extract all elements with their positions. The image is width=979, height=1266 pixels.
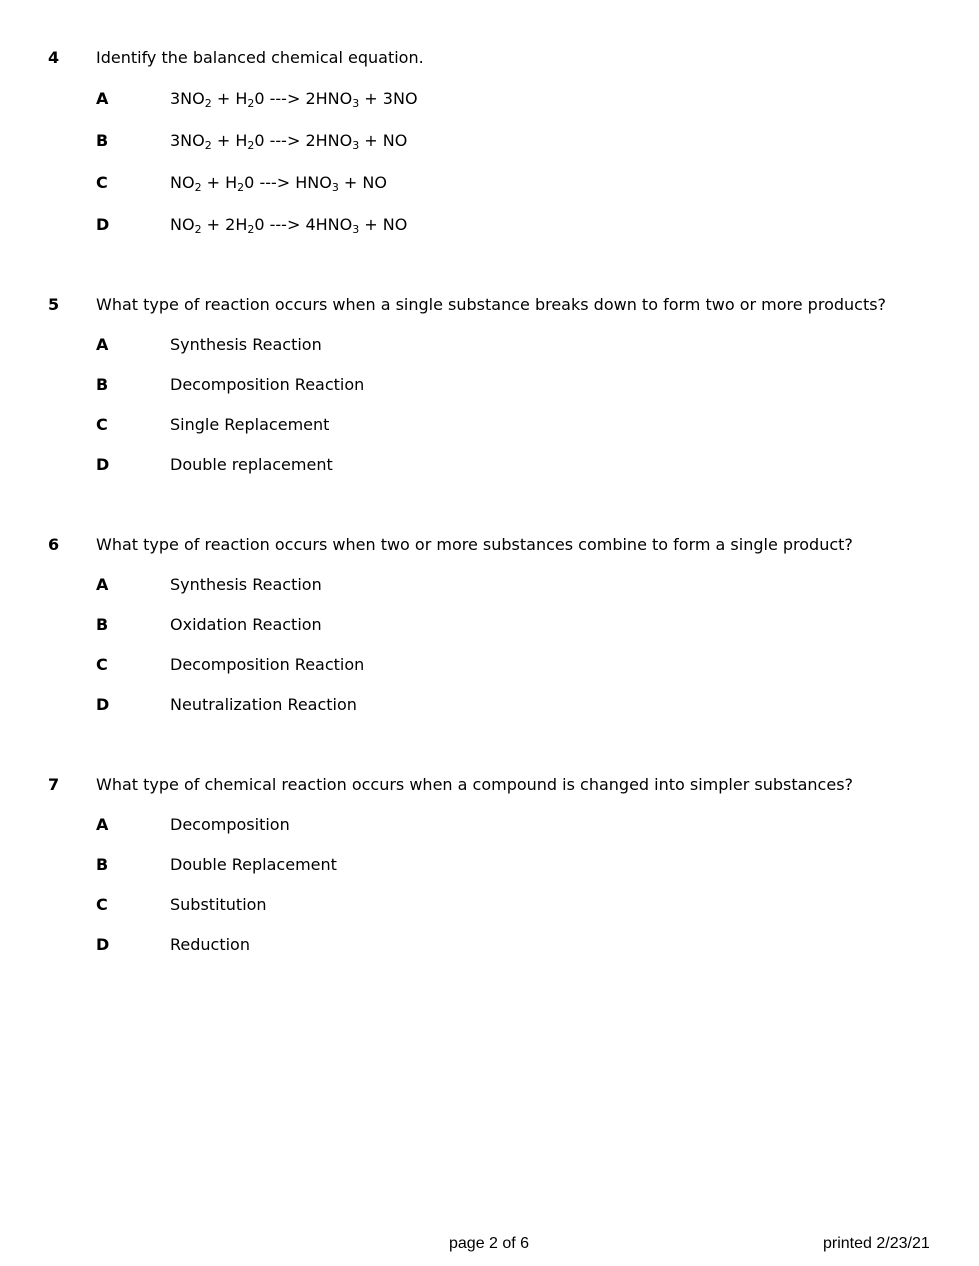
equation-segment: 3NO [170,89,205,108]
equation-segment: + 3NO [359,89,418,108]
choice-5b [0,375,979,395]
choice-4c [0,173,979,193]
page-number: page 2 of 6 [449,1235,530,1252]
subscript: 2 [237,181,245,194]
subscript: 2 [247,139,255,152]
question-text: What type of reaction occurs when a single substance breaks down to form two or more products? [96,295,887,314]
choice-7c [0,895,979,915]
equation-segment: + H [211,131,248,150]
choice-4b [0,131,979,151]
choice-letter: B [96,375,109,394]
equation-segment: 0 ---> 2HNO [254,89,353,108]
choice-text: Decomposition Reaction [170,655,365,674]
choice-letter: A [96,575,109,594]
choice-letter: C [96,173,108,192]
choice-letter: C [96,415,108,434]
choice-text: Oxidation Reaction [170,615,322,634]
question-text: What type of reaction occurs when two or more substances combine to form a single product? [96,535,853,554]
choice-letter: C [96,655,108,674]
choice-letter: A [96,335,109,354]
choice-text: Decomposition Reaction [170,375,365,394]
subscript: 2 [247,97,255,110]
choice-text: Synthesis Reaction [170,575,322,594]
choice-text: Decomposition [170,815,290,834]
choice-7b [0,855,979,875]
equation-segment: + H [211,89,248,108]
subscript: 3 [352,97,360,110]
choice-7d [0,935,979,955]
choice-equation [170,131,407,151]
choice-letter: B [96,615,109,634]
equation-segment: + H [201,173,238,192]
equation-segment: 0 ---> 2HNO [254,131,353,150]
subscript: 2 [194,223,202,236]
choice-6a [0,575,979,595]
choice-equation [170,89,418,109]
question-text: Identify the balanced chemical equation. [96,48,424,67]
subscript: 2 [194,181,202,194]
printed-date: printed 2/23/21 [823,1235,930,1252]
choice-text: Reduction [170,935,250,954]
question-number: 7 [48,775,60,794]
choice-letter: D [96,935,110,954]
choice-equation [170,215,407,235]
choice-letter: C [96,895,108,914]
choice-letter: B [96,131,109,150]
choice-5d [0,455,979,475]
choice-text: Synthesis Reaction [170,335,322,354]
equation-segment: NO [170,215,195,234]
choice-6c [0,655,979,675]
choice-4a [0,89,979,109]
subscript: 2 [204,97,212,110]
equation-segment: NO [170,173,195,192]
choice-letter: B [96,855,109,874]
choice-text: Single Replacement [170,415,330,434]
subscript: 2 [204,139,212,152]
choice-equation [170,173,387,193]
choice-text: Substitution [170,895,267,914]
choice-text: Double Replacement [170,855,337,874]
equation-segment: + 2H [201,215,248,234]
equation-segment: + NO [338,173,387,192]
choice-4d [0,215,979,235]
equation-segment: 0 ---> 4HNO [254,215,353,234]
question-number: 6 [48,535,60,554]
choice-5a [0,335,979,355]
choice-text: Neutralization Reaction [170,695,357,714]
choice-6d [0,695,979,715]
subscript: 3 [352,139,360,152]
choice-letter: D [96,215,110,234]
subscript: 3 [331,181,339,194]
equation-segment: 3NO [170,131,205,150]
choice-7a [0,815,979,835]
equation-segment: + NO [359,215,408,234]
choice-5c [0,415,979,435]
choice-letter: D [96,695,110,714]
choice-letter: A [96,89,109,108]
question-text: What type of chemical reaction occurs when a compound is changed into simpler substances? [96,775,854,794]
choice-6b [0,615,979,635]
subscript: 3 [352,223,360,236]
subscript: 2 [247,223,255,236]
choice-letter: A [96,815,109,834]
question-number: 5 [48,295,60,314]
equation-segment: 0 ---> HNO [244,173,332,192]
choice-letter: D [96,455,110,474]
equation-segment: + NO [359,131,408,150]
question-number: 4 [48,48,60,67]
choice-text: Double replacement [170,455,333,474]
